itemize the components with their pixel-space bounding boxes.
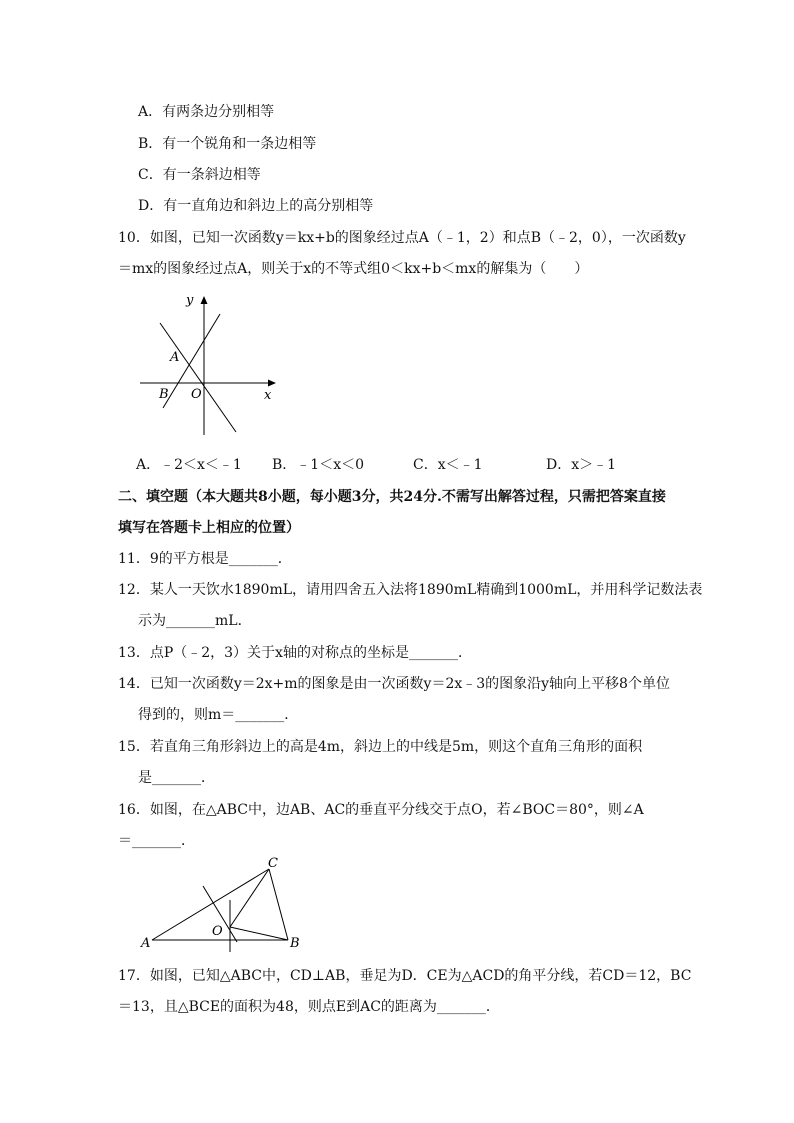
q10-option-c: C．x＜﹣1 (413, 457, 483, 473)
section2-heading-line2: 填写在答题卡上相应的位置） (118, 520, 300, 536)
side-bc (269, 869, 288, 940)
y-axis-arrow (201, 296, 208, 304)
origin-label: O (191, 387, 202, 402)
side-ac (152, 869, 269, 940)
q10-option-d: D．x＞﹣1 (546, 457, 617, 473)
vertex-b-label: B (290, 936, 300, 951)
q16-triangle-figure (136, 856, 316, 956)
q10-option-b: B．﹣1＜x＜0 (272, 457, 364, 473)
x-axis-arrow (268, 380, 276, 387)
q10-option-a: A．﹣2＜x＜﹣1 (136, 457, 242, 473)
q10-graph (130, 290, 290, 450)
point-b-label: B (159, 387, 169, 402)
q14-text-line2: 得到的，则m＝_______． (138, 707, 299, 723)
q12-text-line2: 示为_______mL． (138, 613, 252, 629)
q17-text-line2: ＝13，且△BCE的面积为48，则点E到AC的距离为_______． (118, 999, 500, 1015)
q16-text-line2: ＝_______． (118, 833, 195, 849)
q10-text-line2: ＝mx的图象经过点A，则关于x的不等式组0＜kx+b＜mx的解集为（ ） (118, 261, 589, 277)
q9-option-a: A．有两条边分别相等 (138, 104, 275, 120)
x-axis-label: x (264, 388, 272, 403)
q10-text-line1: 10．如图，已知一次函数y＝kx+b的图象经过点A（﹣1，2）和点B（﹣2，0），一次函数y (118, 230, 686, 246)
y-axis-label: y (186, 293, 194, 308)
section2-heading-line1: 二、填空题（本大题共8小题，每小题3分，共24分.不需写出解答过程，只需把答案直接 (118, 489, 666, 505)
vertex-a-label: A (141, 936, 151, 951)
vertex-c-label: C (268, 856, 278, 871)
line-kx-plus-b (160, 323, 236, 432)
point-o-label: O (212, 924, 223, 939)
q9-option-c: C．有一条斜边相等 (138, 167, 261, 183)
q12-text-line1: 12．某人一天饮水1890mL，请用四舍五入法将1890mL精确到1000mL，并用科学记数法表 (118, 582, 703, 598)
q15-text-line1: 15．若直角三角形斜边上的高是4m，斜边上的中线是5m，则这个直角三角形的面积 (118, 739, 643, 755)
q15-text-line2: 是_______． (138, 770, 215, 786)
q17-text-line1: 17．如图，已知△ABC中，CD⊥AB，垂足为D．CE为△ACD的角平分线，若CD＝12，BC (118, 968, 692, 984)
q16-text-line1: 16．如图，在△ABC中，边AB、AC的垂直平分线交于点O，若∠BOC＝80°，则∠A (118, 802, 644, 818)
segment-oc (230, 869, 269, 927)
q11-text: 11．9的平方根是_______． (118, 551, 292, 567)
segment-ob (230, 927, 288, 940)
q13-text: 13．点P（﹣2，3）关于x轴的对称点的坐标是_______． (118, 645, 472, 661)
q14-text-line1: 14．已知一次函数y＝2x+m的图象是由一次函数y＝2x﹣3的图象沿y轴向上平移8个单位 (118, 676, 670, 692)
q9-option-b: B．有一个锐角和一条边相等 (138, 136, 317, 152)
q9-option-d: D．有一直角边和斜边上的高分别相等 (138, 198, 374, 214)
point-a-label: A (170, 350, 180, 365)
